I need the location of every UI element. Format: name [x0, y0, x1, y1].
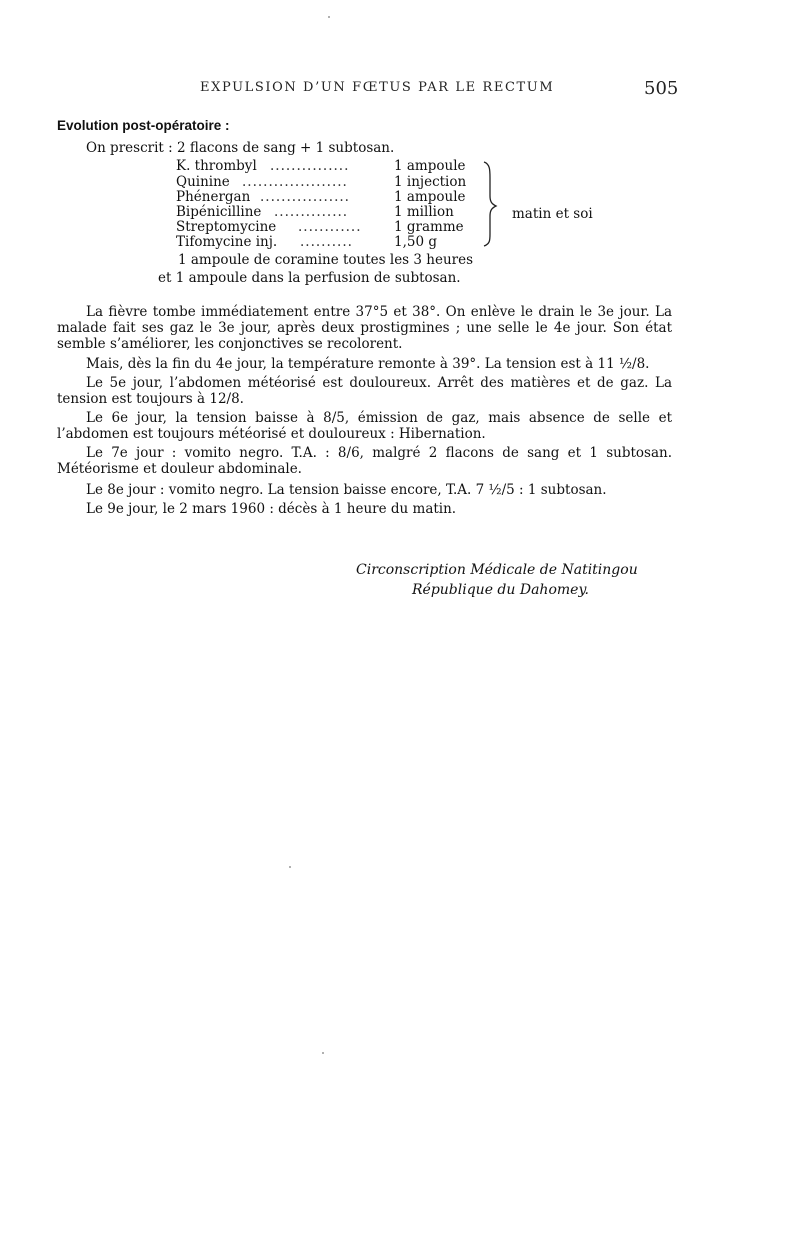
curly-brace-icon: [478, 160, 502, 248]
paragraph: Le 6e jour, la tension baisse à 8/5, émission de gaz, mais absence de selle et l’abdomen est toujours météorisé et douloureux : Hibernation.: [57, 410, 672, 442]
medication-name: K. thrombyl: [176, 158, 257, 174]
medication-row: [176, 204, 476, 219]
paragraph: Le 9e jour, le 2 mars 1960 : décès à 1 heure du matin.: [86, 501, 457, 517]
medication-row: [176, 234, 476, 249]
section-heading: Evolution post-opératoire :: [57, 118, 230, 133]
leader-dots: .................: [260, 189, 350, 205]
medication-dose: 1 ampoule: [394, 189, 466, 205]
paragraph: Mais, dès la fin du 4e jour, la température remonte à 39°. La tension est à 11 ½/8.: [86, 356, 650, 372]
medication-name: Bipénicilline: [176, 204, 262, 220]
leader-dots: ..............: [274, 204, 349, 220]
scan-speck: [289, 866, 291, 868]
medication-row: [176, 219, 476, 234]
medication-dose: 1 injection: [394, 174, 467, 190]
leader-dots: ....................: [242, 174, 348, 190]
signature-line-2: République du Dahomey.: [412, 582, 589, 598]
medication-dose: 1,50 g: [394, 234, 437, 250]
paragraph: Le 8e jour : vomito negro. La tension baisse encore, T.A. 7 ½/5 : 1 subtosan.: [86, 482, 607, 498]
signature-line-1: Circonscription Médicale de Natitingou: [356, 562, 638, 578]
page-number: 505: [644, 78, 679, 99]
scan-speck: [322, 1052, 324, 1054]
medication-name: Phénergan: [176, 189, 251, 205]
leader-dots: ............: [298, 219, 362, 235]
medication-name: Tifomycine inj.: [176, 234, 278, 250]
medication-row: [176, 189, 476, 204]
paragraph: La fièvre tombe immédiatement entre 37°5 et 38°. On enlève le drain le 3e jour. La malade fait ses gaz le 3e jour, après deux prostigmines ; une selle le 4e jour. Son état semble s’améliorer, les conjonctives se recolorent.: [57, 304, 672, 352]
coramine-line: 1 ampoule de coramine toutes les 3 heures: [178, 252, 474, 268]
paragraph: Le 5e jour, l’abdomen météorisé est douloureux. Arrêt des matières et de gaz. La tension est toujours à 12/8.: [57, 375, 672, 407]
medication-row: [176, 174, 476, 189]
prescription-intro: On prescrit : 2 flacons de sang + 1 subtosan.: [86, 140, 395, 156]
medication-dose: 1 ampoule: [394, 158, 466, 174]
medication-name: Quinine: [176, 174, 230, 190]
medication-name: Streptomycine: [176, 219, 277, 235]
brace-label: matin et soi: [512, 206, 593, 222]
paragraph: Le 7e jour : vomito negro. T.A. : 8/6, malgré 2 flacons de sang et 1 subtosan. Météorisme et douleur abdominale.: [57, 445, 672, 477]
running-title: EXPULSION D’UN FŒTUS PAR LE RECTUM: [200, 80, 555, 95]
leader-dots: ...............: [270, 158, 350, 174]
leader-dots: ..........: [300, 234, 353, 250]
perfusion-line: et 1 ampoule dans la perfusion de subtosan.: [158, 270, 461, 286]
scan-speck: [328, 16, 330, 18]
medication-row: [176, 158, 476, 173]
medication-dose: 1 million: [394, 204, 454, 220]
medication-dose: 1 gramme: [394, 219, 464, 235]
